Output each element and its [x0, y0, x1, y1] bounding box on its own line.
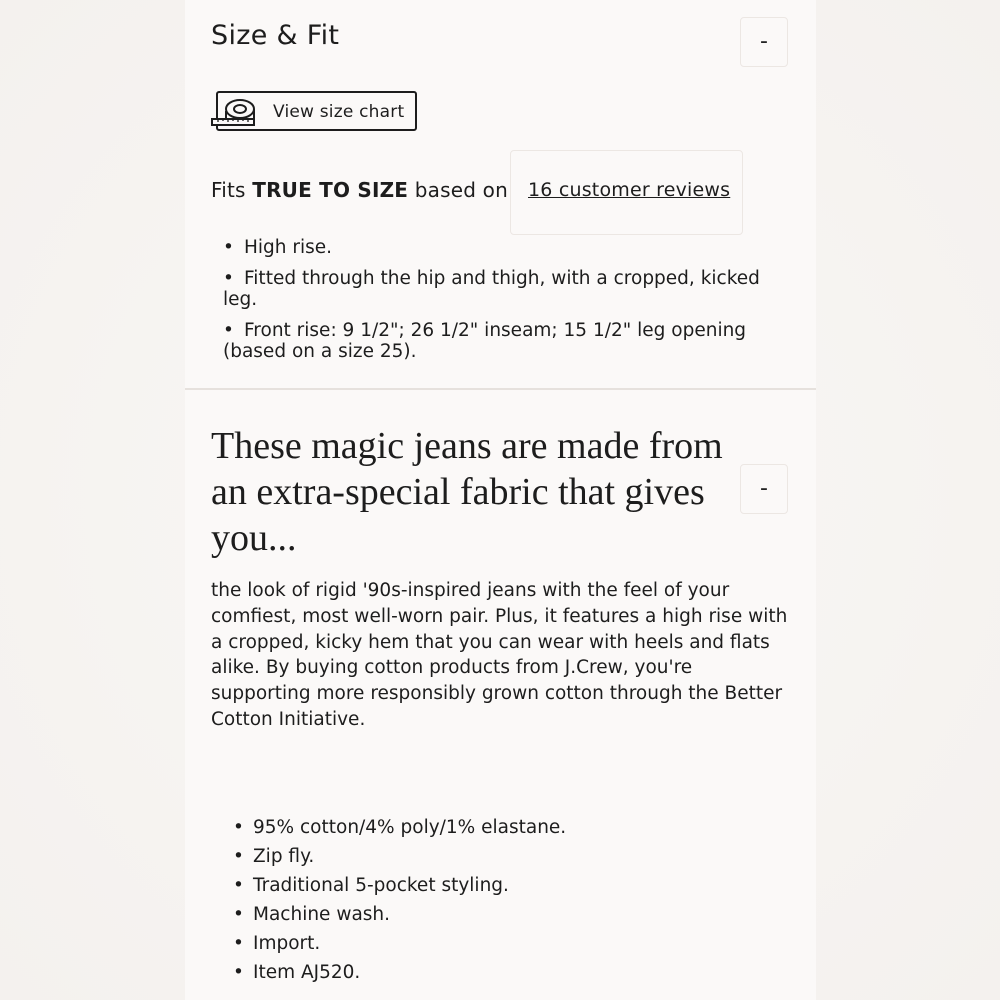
- list-item: • Item AJ520.: [233, 958, 566, 987]
- fit-summary: [211, 178, 508, 202]
- list-item: • 95% cotton/4% poly/1% elastane.: [233, 813, 566, 842]
- view-size-chart-label: View size chart: [273, 102, 405, 122]
- product-details-panel: [185, 0, 816, 1000]
- customer-reviews-link[interactable]: 16 customer reviews: [528, 179, 731, 201]
- fit-details-list: [223, 237, 783, 372]
- bullet: •: [223, 320, 234, 341]
- bullet: •: [233, 875, 244, 896]
- customer-reviews-box: [510, 150, 743, 235]
- bullet: •: [233, 904, 244, 925]
- list-item: • Import.: [233, 929, 566, 958]
- product-specs-list: [233, 813, 566, 987]
- description-heading: These magic jeans are made from an extra-special fabric that gives you...: [211, 425, 723, 559]
- list-item: • Fitted through the hip and thigh, with a cropped, kicked leg.: [223, 268, 760, 310]
- bullet: •: [223, 268, 234, 289]
- view-size-chart-button[interactable]: [216, 91, 417, 131]
- bullet: •: [233, 846, 244, 867]
- fit-value: TRUE TO SIZE: [252, 178, 409, 202]
- size-fit-collapse-button[interactable]: -: [740, 17, 788, 67]
- bullet: •: [233, 933, 244, 954]
- list-item: • Traditional 5-pocket styling.: [233, 871, 566, 900]
- fit-suffix: based on: [408, 178, 508, 202]
- list-item: • Front rise: 9 1/2"; 26 1/2" inseam; 15 1/2" leg opening (based on a size 25).: [223, 320, 747, 362]
- description-body: the look of rigid '90s-inspired jeans with the feel of your comfiest, most well-worn pair. Plus, it features a high rise with a cropped, kicky hem that you can wear with heels and flats alike. By buying cotton products from J.Crew, you're supporting more responsibly grown cotton through the Better Cotton Initiative.: [211, 580, 788, 730]
- list-item: • Zip fly.: [233, 842, 566, 871]
- measuring-tape-icon: [210, 97, 260, 127]
- bullet: •: [223, 237, 234, 258]
- list-item: • Machine wash.: [233, 900, 566, 929]
- section-divider: [185, 388, 816, 390]
- list-item: • High rise.: [223, 237, 333, 258]
- size-fit-title: Size & Fit: [211, 20, 340, 51]
- fit-prefix: Fits: [211, 178, 253, 202]
- bullet: •: [233, 817, 244, 838]
- description-collapse-button[interactable]: -: [740, 464, 788, 514]
- bullet: •: [233, 962, 244, 983]
